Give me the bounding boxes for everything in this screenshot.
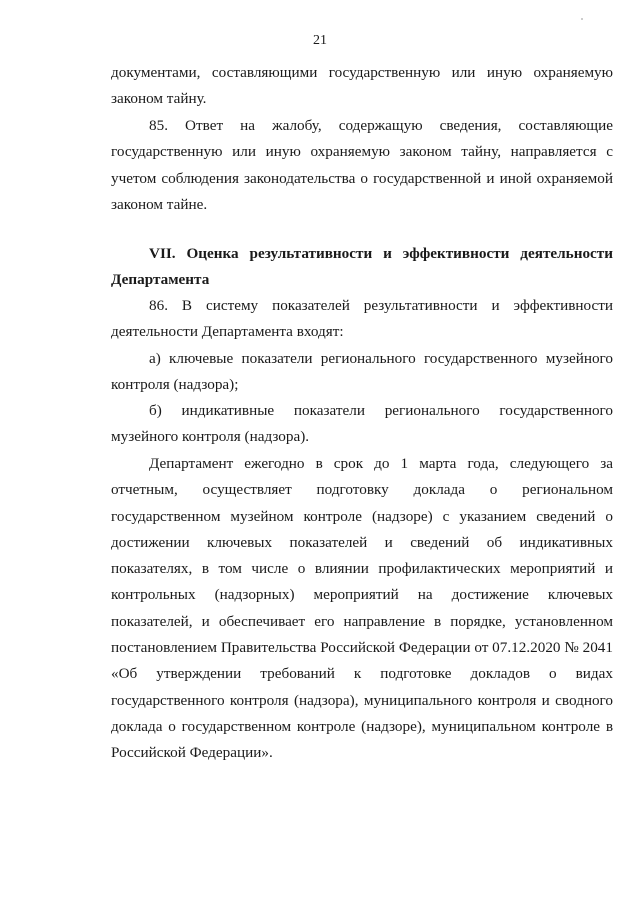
paragraph-line: б) индикативные показатели регионального государственного (149, 402, 613, 419)
paragraph-line: государственном музейном контроле (надзоре) с указанием сведений о (111, 507, 613, 525)
paragraph-line: государственную или иную охраняемую законом тайну, направляется с (111, 143, 613, 161)
paragraph-line: «Об утверждении требований к подготовке докладов о видах (111, 665, 613, 683)
paragraph-line: Российской Федерации». (111, 744, 273, 762)
paragraph-line: учетом соблюдения законодательства о государственной и иной охраняемой (111, 169, 613, 187)
scan-speck (581, 18, 583, 20)
paragraph-86 (111, 293, 613, 346)
paragraph-line: законом тайне. (111, 195, 208, 213)
paragraph-line: контрольных (надзорных) мероприятий на достижение ключевых (111, 586, 613, 604)
section-heading (111, 241, 613, 294)
paragraph-intro (111, 60, 613, 113)
paragraph-line: показателей, и обеспечивает его направление в порядке, установленном (111, 612, 613, 630)
heading-line: VII. Оценка результативности и эффективности деятельности (149, 245, 613, 262)
paragraph-line: законом тайну. (111, 90, 207, 108)
paragraph-line: Департамент ежегодно в срок до 1 марта года, следующего за (149, 455, 613, 472)
paragraph-85 (111, 113, 613, 218)
paragraph-86-a (111, 346, 613, 399)
paragraph-line: постановлением Правительства Российской Федерации от 07.12.2020 № 2041 (111, 639, 613, 657)
paragraph-line: показателях, в том числе о влиянии профилактических мероприятий и (111, 560, 613, 578)
page-number: 21 (313, 33, 327, 48)
paragraph-line: 85. Ответ на жалобу, содержащую сведения, составляющие (149, 117, 613, 134)
paragraph-line: деятельности Департамента входят: (111, 323, 344, 341)
paragraph-line: отчетным, осуществляет подготовку доклада о региональном (111, 481, 613, 499)
paragraph-line: а) ключевые показатели регионального государственного музейного (149, 350, 613, 367)
paragraph-report (111, 451, 613, 767)
paragraph-line: достижении ключевых показателей и сведений об индикативных (111, 533, 613, 551)
paragraph-line: доклада о государственном контроле (надзоре), муниципальном контроле в (111, 717, 613, 735)
paragraph-line: 86. В систему показателей результативности и эффективности (149, 297, 613, 314)
paragraph-86-b (111, 398, 613, 451)
paragraph-line: документами, составляющими государственную или иную охраняемую (111, 64, 613, 81)
paragraph-line: контроля (надзора); (111, 376, 239, 394)
paragraph-line: государственного контроля (надзора), муниципального контроля и сводного (111, 691, 613, 709)
paragraph-line: музейного контроля (надзора). (111, 428, 310, 446)
heading-line: Департамента (111, 271, 210, 289)
